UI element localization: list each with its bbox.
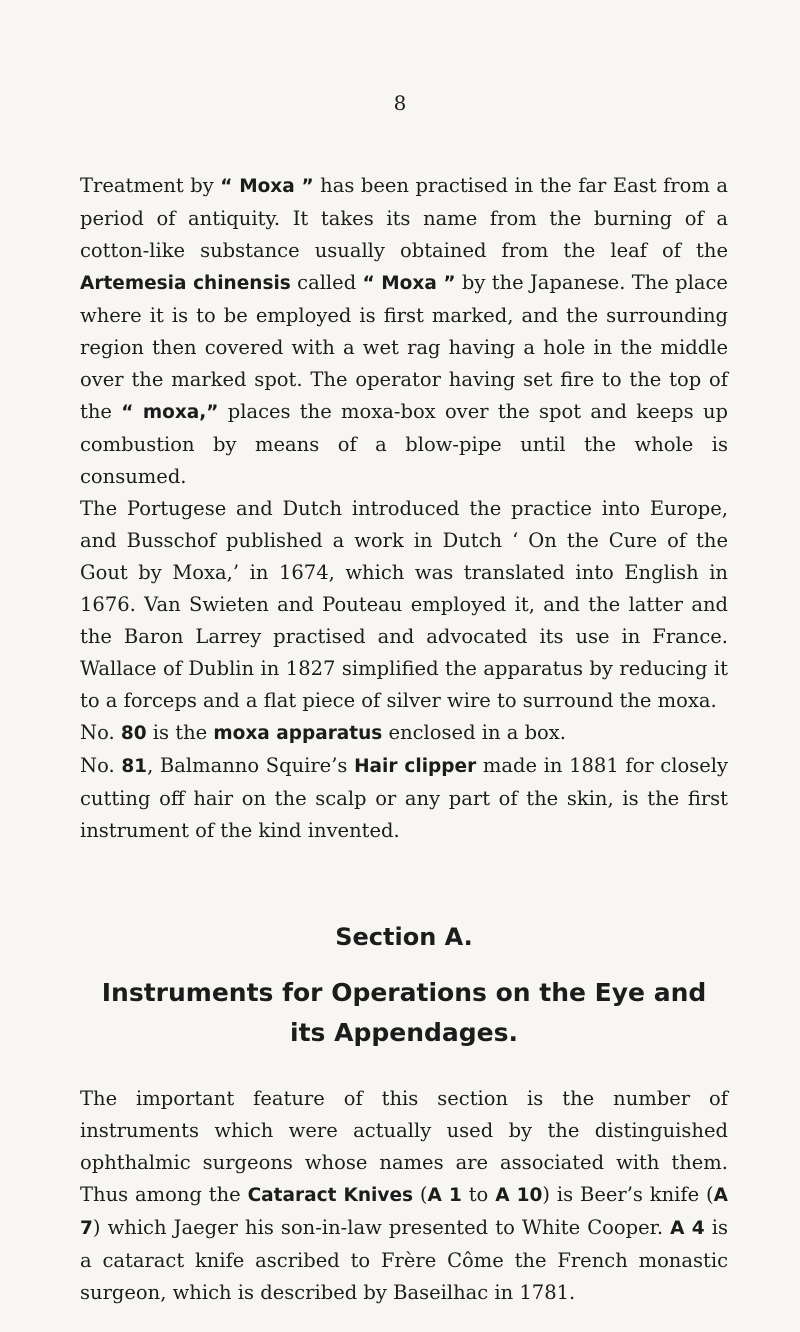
text: enclosed in a box. — [382, 721, 566, 744]
bold-term: “ Moxa ” — [220, 176, 314, 197]
text: places the moxa-box over the spot and keeps up combustion by means of a blow-pipe until the whole is consumed. — [80, 400, 728, 488]
paragraph-no81 — [80, 750, 728, 847]
text: called — [290, 271, 363, 294]
text: ) is Beer’s knife ( — [542, 1183, 714, 1206]
text: is a cataract knife ascribed to Frère Côme the French monastic surgeon, which is described by Baseilhac in 1781. — [80, 1216, 728, 1304]
page-number: 8 — [393, 91, 407, 115]
bold-term: Hair clipper — [354, 756, 477, 777]
text: has been practised in the far East from a period of antiquity. It takes its name from the burning of a cotton-like substance usually obtained from the leaf of the — [80, 174, 728, 262]
text: No. — [80, 754, 122, 777]
text: ( — [413, 1183, 428, 1206]
text: is the — [146, 721, 214, 744]
paragraph-eye-instruments — [80, 1083, 728, 1309]
item-number: 81 — [121, 756, 148, 777]
spacer — [80, 955, 728, 973]
text: to — [461, 1183, 496, 1206]
bold-term: Cataract Knives — [247, 1185, 414, 1206]
text: by the Japanese. The place where it is to be employed is first marked, and the surrounding region then covered with a wet rag having a hole in the middle over the marked spot. The operator having set fire to the top of the — [80, 271, 728, 423]
item-number: A 7 — [80, 1185, 728, 1239]
bold-term: “ Moxa ” — [362, 273, 456, 294]
bold-term: “ moxa,” — [121, 402, 219, 423]
paragraph-history: The Portugese and Dutch introduced the practice into Europe, and Busschof published a work in Dutch ‘ On the Cure of the Gout by Moxa,’ in 1674, which was translated into English in 1676. Van Swieten and Pouteau employed it, and the latter and the Baron Larrey practised and advocated its use in France. Wallace of Dublin in 1827 simplified the apparatus by reducing it to a forceps and a flat piece of silver wire to surround the moxa. — [80, 497, 728, 712]
item-number: A 10 — [495, 1185, 543, 1206]
page-body — [80, 170, 728, 1309]
section-heading: Section A. — [335, 923, 473, 951]
spacer — [80, 1053, 728, 1083]
paragraph-moxa-intro — [80, 170, 728, 493]
text: Treatment by — [80, 174, 221, 197]
item-number: A 1 — [427, 1185, 462, 1206]
text: ) which Jaeger his son-in-law presented to White Cooper. — [92, 1216, 671, 1239]
text: No. — [80, 721, 121, 744]
bold-term: Artemesia chinensis — [80, 273, 291, 294]
section-title: Instruments for Operations on the Eye and its Appendages. — [101, 978, 707, 1047]
item-number: A 4 — [670, 1218, 705, 1239]
text: , Balmanno Squire’s — [147, 754, 355, 777]
bold-term: moxa apparatus — [213, 723, 383, 744]
text: The important feature of this section is the number of instruments which were actually used by the distinguished ophthalmic surgeons whose names are associated with them. Thus among the — [80, 1087, 728, 1206]
item-number: 80 — [120, 723, 147, 744]
paragraph-no80 — [80, 717, 728, 750]
text: made in 1881 for closely cutting off hair on the scalp or any part of the skin, is the first instrument of the kind invented. — [80, 754, 728, 842]
spacer — [80, 847, 728, 919]
